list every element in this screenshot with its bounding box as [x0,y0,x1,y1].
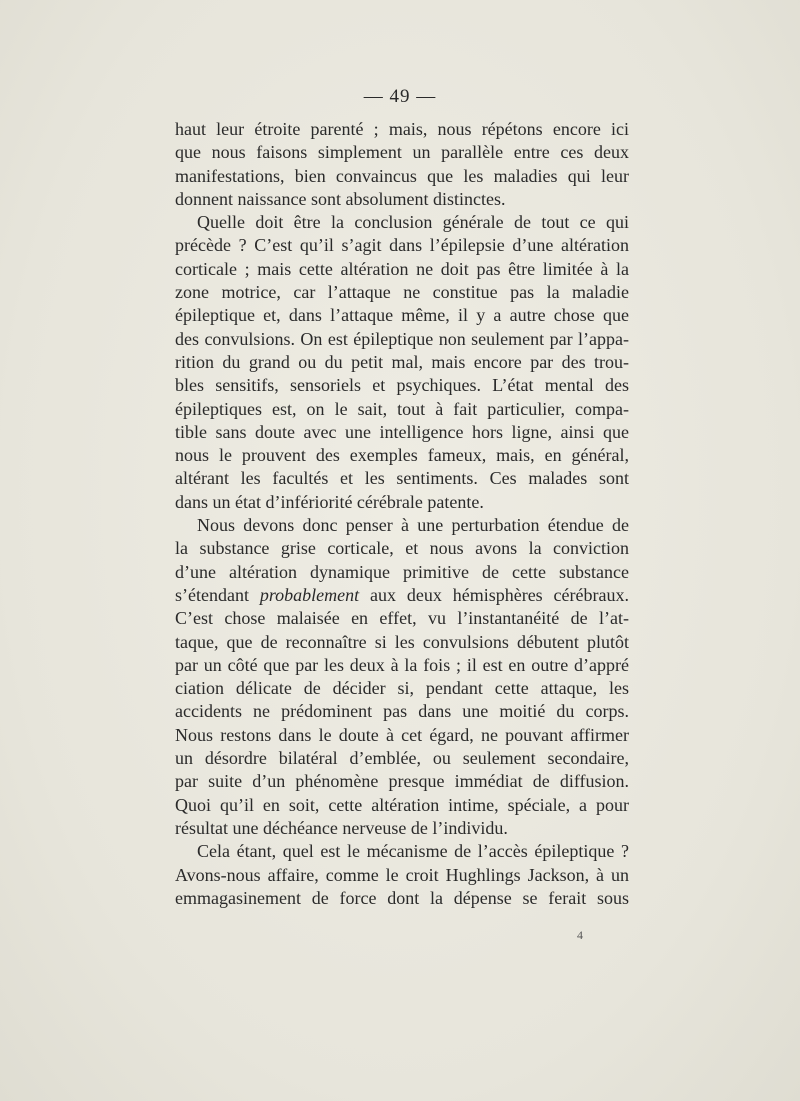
text-line: rition du grand ou du petit mal, mais encore par des trou- [175,351,629,372]
text-line: Avons-nous affaire, comme le croit Hughlings Jackson, à un [175,864,629,885]
text-line: manifestations, bien convaincus que les maladies qui leur [175,165,629,186]
text-line: d’une altération dynamique primitive de cette substance [175,561,629,582]
text-line: emmagasinement de force dont la dépense se ferait sous [175,887,629,908]
text-line: la substance grise corticale, et nous avons la conviction [175,538,629,559]
text-line: que nous faisons simplement un parallèle entre ces deux [175,142,629,163]
text-line: accidents ne prédominent pas dans une moitié du corps. [175,701,629,722]
text-line: épileptique et, dans l’attaque même, il y a autre chose que [175,305,629,326]
text-line: nous le prouvent des exemples fameux, mais, en général, [175,445,629,466]
text-line: par un côté que par les deux à la fois ; il est en outre d’appré [175,654,629,675]
italic-word: probablement [259,584,360,605]
text-line: C’est chose malaisée en effet, vu l’instantanéité de l’at- [175,608,629,629]
text-line: épileptiques est, on le sait, tout à fait particulier, compa- [175,398,629,419]
text-line: haut leur étroite parenté ; mais, nous répétons encore ici [175,119,629,139]
text-line: bles sensitifs, sensoriels et psychiques. L’état mental des [175,375,629,396]
text-line: altérant les facultés et les sentiments. Ces malades sont [175,468,629,489]
paragraph-start: Cela étant, quel est le mécanisme de l’accès épileptique ? [197,841,629,862]
text-line: tible sans doute avec une intelligence hors ligne, ainsi que [175,421,629,442]
text-segment: s’étendant [175,584,260,605]
paragraph-start: Nous devons donc penser à une perturbation étendue de [197,515,629,536]
text-line-with-italic [175,584,629,607]
text-line: précède ? C’est qu’il s’agit dans l’épilepsie d’une altération [175,235,629,256]
signature-mark: 4 [577,928,583,942]
text-line: Nous restons dans le doute à cet égard, ne pouvant affirmer [175,724,629,745]
text-line: un désordre bilatéral d’emblée, ou seulement secondaire, [175,748,629,769]
text-line: donnent naissance sont absolument distinctes. [175,188,506,209]
text-line: zone motrice, car l’attaque ne constitue pas la maladie [175,282,629,303]
text-segment: aux deux hémisphères cérébraux. [359,584,629,605]
text-line: taque, que de reconnaître si les convulsions débutent plutôt [175,631,629,652]
text-line: corticale ; mais cette altération ne doit pas être limitée à la [175,258,629,279]
page-number: — 49 — [363,86,437,107]
body-text [175,118,629,910]
text-line: Quoi qu’il en soit, cette altération intime, spéciale, a pour [175,794,629,815]
text-line: dans un état d’infériorité cérébrale patente. [175,491,484,512]
paragraph-start: Quelle doit être la conclusion générale de tout ce qui [197,212,629,233]
text-line: ciation délicate de décider si, pendant cette attaque, les [175,678,629,699]
text-line: par suite d’un phénomène presque immédiat de diffusion. [175,771,629,792]
text-line: résultat une déchéance nerveuse de l’individu. [175,817,508,838]
text-line: des convulsions. On est épileptique non seulement par l’appa- [175,328,629,349]
